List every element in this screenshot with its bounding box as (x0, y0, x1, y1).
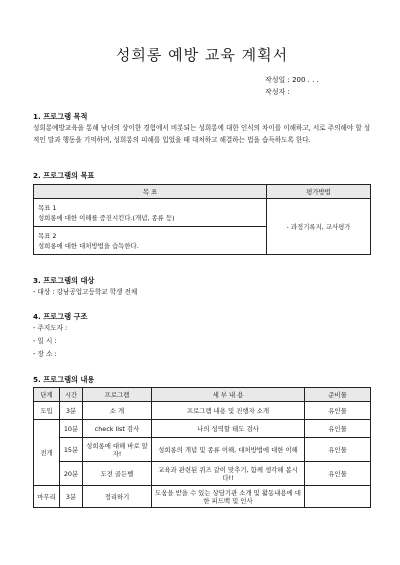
row-detail: 교육과 관련된 퀴즈 같이 맞추기, 함께 생각해 봅시다!! (152, 462, 305, 486)
row-stage: 마무리 (34, 486, 60, 508)
row-program: 성희롱에 대해 바로 알자! (83, 438, 152, 462)
section-purpose-title: 1. 프로그램 목적 (33, 112, 88, 121)
program-header-detail: 세 부 내 용 (152, 388, 305, 402)
row-prep (305, 486, 371, 508)
program-table (33, 387, 371, 508)
row-stage: 도입 (34, 402, 60, 420)
row-program: 도전 골든벨 (83, 462, 152, 486)
row-program: 소 개 (83, 402, 152, 420)
row-detail: 나의 성역할 태도 검사 (152, 420, 305, 438)
goal-1-label: 목표 1 (38, 203, 57, 212)
row-time: 10분 (60, 420, 83, 438)
goals-header-goal: 목 표 (34, 185, 267, 199)
goal-row-2 (34, 227, 267, 255)
row-prep: 유인물 (305, 420, 371, 438)
row-prep: 유인물 (305, 438, 371, 462)
structure-leader: - 주지도자 : (33, 324, 68, 332)
row-program: check list 검사 (83, 420, 152, 438)
row-stage: 전개 (34, 420, 60, 486)
section-structure-title: 4. 프로그램 구조 (33, 312, 88, 321)
goal-1-text: 성희롱에 대한 이해를 증진시킨다.(개념, 종류 등) (38, 213, 175, 222)
section-goals-title: 2. 프로그램의 목표 (33, 171, 95, 180)
row-prep: 유인물 (305, 462, 371, 486)
program-header-stage: 단계 (34, 388, 60, 402)
table-row (34, 462, 371, 486)
structure-place: - 장 소 : (33, 350, 57, 358)
table-row (34, 402, 371, 420)
row-time: 3분 (60, 402, 83, 420)
goal-row-1 (34, 199, 267, 227)
date-field: 작성일 : 200 . . . (265, 76, 319, 84)
row-time: 3분 (60, 486, 83, 508)
goals-header-eval: 평가방법 (267, 185, 371, 199)
row-time: 15분 (60, 438, 83, 462)
goal-2-text: 성희롱에 대한 대처방법을 습득한다. (38, 241, 139, 250)
table-row (34, 438, 371, 462)
goals-table (33, 184, 371, 255)
goals-eval-method: - 과정기록지, 교사평가 (267, 199, 371, 255)
row-detail: 성희롱의 개념 및 종류 이해, 대처방법에 대한 이해 (152, 438, 305, 462)
program-header-prep: 준비물 (305, 388, 371, 402)
section-content-title: 5. 프로그램의 내용 (33, 375, 95, 384)
goal-2-label: 목표 2 (38, 231, 57, 240)
row-detail: 도움을 받을 수 있는 상담기관 소개 및 활동내용에 대한 피드백 및 인사 (152, 486, 305, 508)
author-field: 작성자 : (265, 88, 290, 96)
table-row (34, 486, 371, 508)
row-time: 20분 (60, 462, 83, 486)
structure-date: - 일 시 : (33, 337, 57, 345)
table-row (34, 420, 371, 438)
row-program: 정리하기 (83, 486, 152, 508)
section-target-title: 3. 프로그램의 대상 (33, 276, 95, 285)
section-target-body: - 대상 : 강남공업고등학교 학생 전체 (33, 288, 138, 296)
program-header-time: 시간 (60, 388, 83, 402)
section-purpose-body: 성희롱예방교육을 통해 남녀의 상이한 경험에서 비롯되는 성희롱에 대한 인식의 차이를 이해하고, 서로 주의해야 할 성적인 말과 행동을 기억하며, 성희롱의 피해를 입었을 때 대처하고 해결하는 법을 습득하도록 한다. (33, 124, 371, 144)
row-detail: 프로그램 내용 및 진행자 소개 (152, 402, 305, 420)
document-title: 성희롱 예방 교육 계획서 (115, 46, 289, 64)
row-prep: 유인물 (305, 402, 371, 420)
program-header-program: 프로그램 (83, 388, 152, 402)
